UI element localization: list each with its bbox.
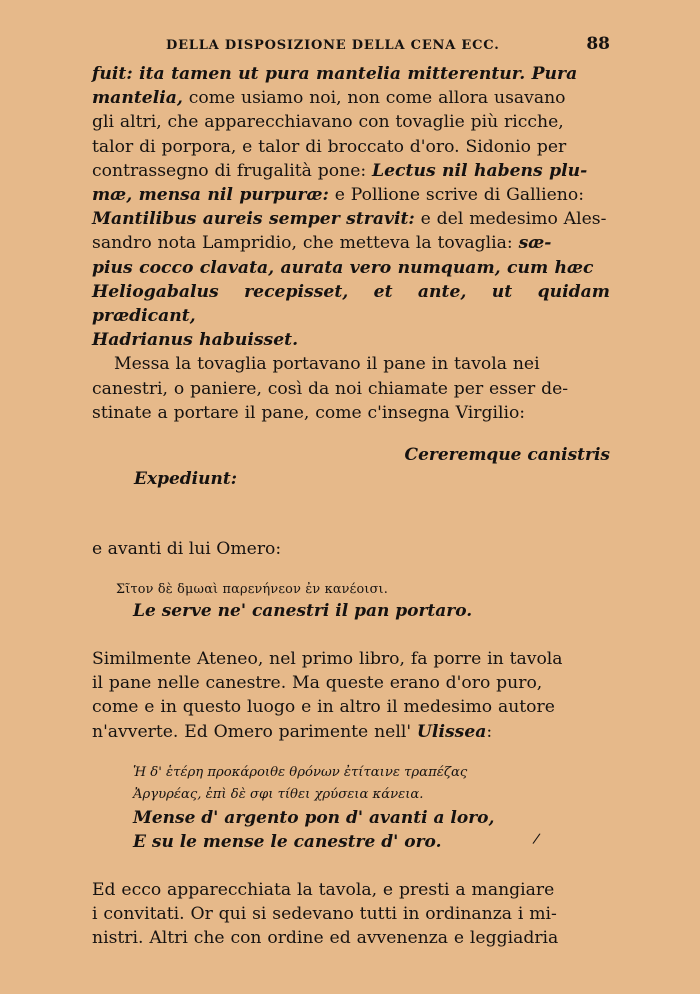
latin-term: mantelia, <box>92 88 183 109</box>
text-segment: n'avverte. Ed Omero parimente nell' <box>92 721 417 742</box>
text-line <box>92 62 610 86</box>
text-line <box>92 207 610 231</box>
latin-quote: sæ- <box>518 233 552 254</box>
latin-quote: Mantilibus aureis semper stravit: <box>92 209 415 230</box>
spacer <box>92 623 610 647</box>
page-number: 88 <box>586 34 610 54</box>
text-line: Similmente Ateneo, nel primo libro, fa porre in tavola <box>92 649 563 670</box>
greek-verse-line-1: Ἡ δ' ἑτέρη προκάροιθε θρόνων ἐτίταινε τραπέζας <box>133 764 468 780</box>
book-page <box>92 34 610 950</box>
spacer <box>92 854 610 878</box>
text-line: canestri, o paniere, così da noi chiamate per esser de- <box>92 378 569 399</box>
translation-line-1: Mense d' argento pon d' avanti a loro, <box>133 807 495 828</box>
text-line <box>92 720 610 744</box>
latin-quote: Heliogabalus recepisset, et ante, ut quidam prædicant, <box>92 281 610 327</box>
text-line: Ed ecco apparecchiata la tavola, e presti a mangiare <box>92 879 555 900</box>
paragraph-table-ready <box>92 878 610 951</box>
omero-intro: e avanti di lui Omero: <box>92 539 282 560</box>
text-line: il pane nelle canestre. Ma queste erano d'oro puro, <box>92 673 543 694</box>
text-line <box>92 159 610 183</box>
text-line: nistri. Altri che con ordine ed avvenenza e leggiadria <box>92 928 559 949</box>
paragraph-ateneo <box>92 647 610 744</box>
text-line: stinate a portare il pane, come c'insegna Virgilio: <box>92 402 526 423</box>
greek-verse-line-2: Ἀργυρέας, ἐπὶ δὲ σφι τίθει χρύσεια κάνεια. <box>133 786 424 802</box>
virgil-quote-line-2: Expediunt: <box>134 469 237 490</box>
text-segment: e del medesimo Ales- <box>414 209 607 230</box>
virgil-quote <box>92 445 610 517</box>
translation-line-2: E su le mense le canestre d' oro. <box>133 831 442 852</box>
page-header <box>92 34 610 60</box>
text-segment: : <box>486 721 493 742</box>
italian-translation: Le serve ne' canestri il pan portaro. <box>133 601 473 622</box>
work-title: Ulissea <box>416 721 487 742</box>
paragraph-bread-baskets <box>92 352 610 425</box>
text-line <box>92 86 610 110</box>
text-line: gli altri, che apparecchiavano con tovaglie più ricche, <box>92 112 564 133</box>
latin-quote: pius cocco clavata, aurata vero numquam, cum hæc <box>92 257 594 278</box>
text-line: Messa la tovaglia portavano il pane in tavola nei <box>114 354 540 375</box>
virgil-quote-line-1: Cereremque canistris <box>404 445 610 466</box>
running-head: DELLA DISPOSIZIONE DELLA CENA ECC. <box>166 38 500 53</box>
latin-quote: Lectus nil habens plu- <box>372 160 588 181</box>
text-line <box>92 183 610 207</box>
text-segment: sandro nota Lampridio, che metteva la tovaglia: <box>92 233 519 254</box>
text-line <box>92 256 610 280</box>
text-segment: come usiamo noi, non come allora usavano <box>182 88 566 109</box>
text-segment: e Pollione scrive di Gallieno: <box>328 185 584 206</box>
text-line <box>92 280 610 328</box>
text-line: i convitati. Or qui si sedevano tutti in ordinanza i mi- <box>92 904 557 925</box>
paragraph-tablecloth <box>92 62 610 352</box>
latin-quote: Hadrianus habuisset. <box>92 330 299 351</box>
latin-quote: mæ, mensa nil purpuræ: <box>92 185 329 206</box>
stray-pencil-mark: / <box>531 830 542 848</box>
text-line <box>92 231 610 255</box>
text-line: talor di porpora, e talor di broccato d'oro. Sidonio per <box>92 136 567 157</box>
text-line <box>92 328 610 352</box>
text-segment: contrassegno di frugalità pone: <box>92 160 373 181</box>
text-line: come e in questo luogo e in altro il medesimo autore <box>92 697 555 718</box>
greek-verse: Σῖτον δὲ δμωαὶ παρενήνεον ἐν κανέοισι. <box>116 582 389 598</box>
latin-quote: fuit: ita tamen ut pura mantelia mitterentur. Pura <box>92 64 578 84</box>
